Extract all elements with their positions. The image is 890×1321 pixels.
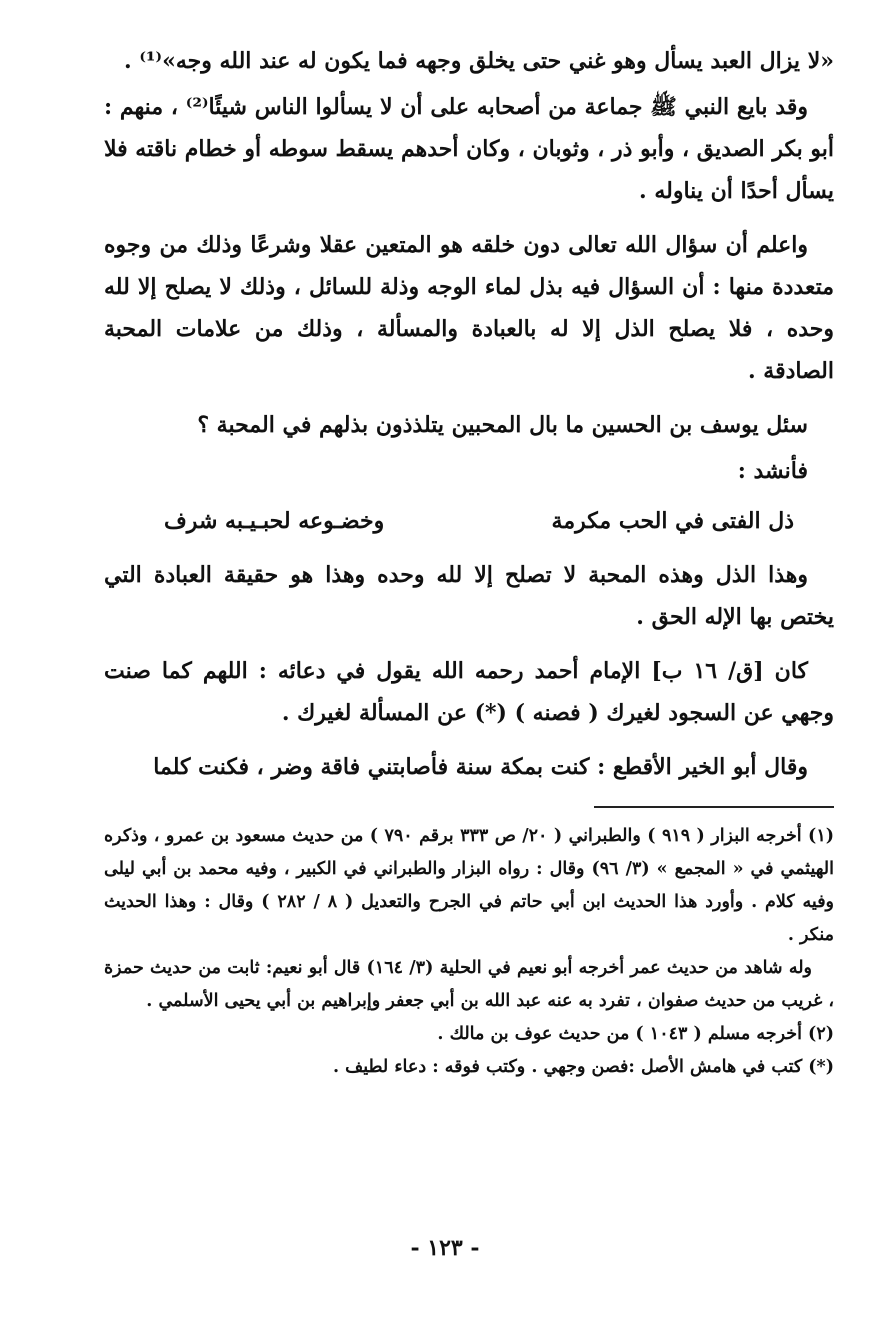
footnotes	[104, 820, 834, 1084]
poetry-verse	[104, 500, 834, 542]
paragraph-yusuf-question: سئل يوسف بن الحسين ما بال المحبين يتلذذون بذلهم في المحبة ؟	[197, 412, 808, 438]
main-text	[104, 40, 834, 788]
verse-first-hemistich: ذل الفتى في الحب مكرمة	[551, 508, 794, 534]
footnote-divider	[594, 806, 834, 808]
paragraph-humility: وهذا الذل وهذه المحبة لا تصلح إلا لله وحده وهذا هو حقيقة العبادة التي يختص بها الإله الحق .	[104, 562, 834, 630]
hadith-quote: «لا يزال العبد يسأل وهو غني حتى يخلق وجهه فما يكون له عند الله وجه»⁽¹⁾ .	[124, 48, 834, 74]
paragraph-asking-allah: واعلم أن سؤال الله تعالى دون خلقه هو المتعين عقلا وشرعًا وذلك من وجوه متعددة منها : أن السؤال فيه بذل لماء الوجه وذلة للسائل ، وذلك لا يصلح إلا لله وحده ، فلا يصلح الذل إلا له بالعبادة والمسألة ، وذلك من علامات المحبة الصادقة .	[104, 232, 834, 384]
page-number: - ١٢٣ -	[410, 1235, 480, 1261]
paragraph-recited: فأنشد :	[737, 458, 808, 484]
footnote-star: (*) كتب في هامش الأصل :فصن وجهي . وكتب فوقه : دعاء لطيف .	[332, 1057, 834, 1077]
paragraph-abu-al-khair: وقال أبو الخير الأقطع : كنت بمكة سنة فأصابتني فاقة وضر ، فكنت كلما	[153, 754, 808, 780]
footnote-1-continued: وله شاهد من حديث عمر أخرجه أبو نعيم في الحلية (٣/ ١٦٤) قال أبو نعيم: ثابت من حديث حمزة ، غريب من حديث صفوان ، تفرد به عنه عبد الله بن أبي جعفر وإبراهيم بن أبي يحيى الأسلمي .	[104, 958, 834, 1011]
footnote-2: (٢) أخرجه مسلم ( ١٠٤٣ ) من حديث عوف بن مالك .	[437, 1024, 834, 1044]
paragraph-imam-ahmad: كان [ق/ ١٦ ب] الإمام أحمد رحمه الله يقول في دعائه : اللهم كما صنت وجهي عن السجود لغيرك ( فصنه ) (*) عن المسألة لغيرك .	[104, 658, 834, 726]
paragraph-pledge: وقد بايع النبي ﷺ جماعة من أصحابه على أن لا يسألوا الناس شيئًا⁽²⁾ ، منهم : أبو بكر الصديق ، وأبو ذر ، وثوبان ، وكان أحدهم يسقط سوطه أو خطام ناقته فلا يسأل أحدًا أن يناوله .	[104, 94, 834, 204]
verse-second-hemistich: وخضـوعه لحبـيـبه شرف	[164, 508, 385, 534]
footnote-1: (١) أخرجه البزار ( ٩١٩ ) والطبراني ( ٢٠/ ص ٣٣٣ برقم ٧٩٠ ) من حديث مسعود بن عمرو ، وذكره الهيثمي في « المجمع » (٣/ ٩٦) وقال : رواه البزار والطبراني في الكبير ، وفيه محمد بن أبي ليلى وفيه كلام . وأورد هذا الحديث ابن أبي حاتم في الجرح والتعديل ( ٨ / ٢٨٢ ) وقال : وهذا الحديث منكر .	[104, 826, 835, 945]
